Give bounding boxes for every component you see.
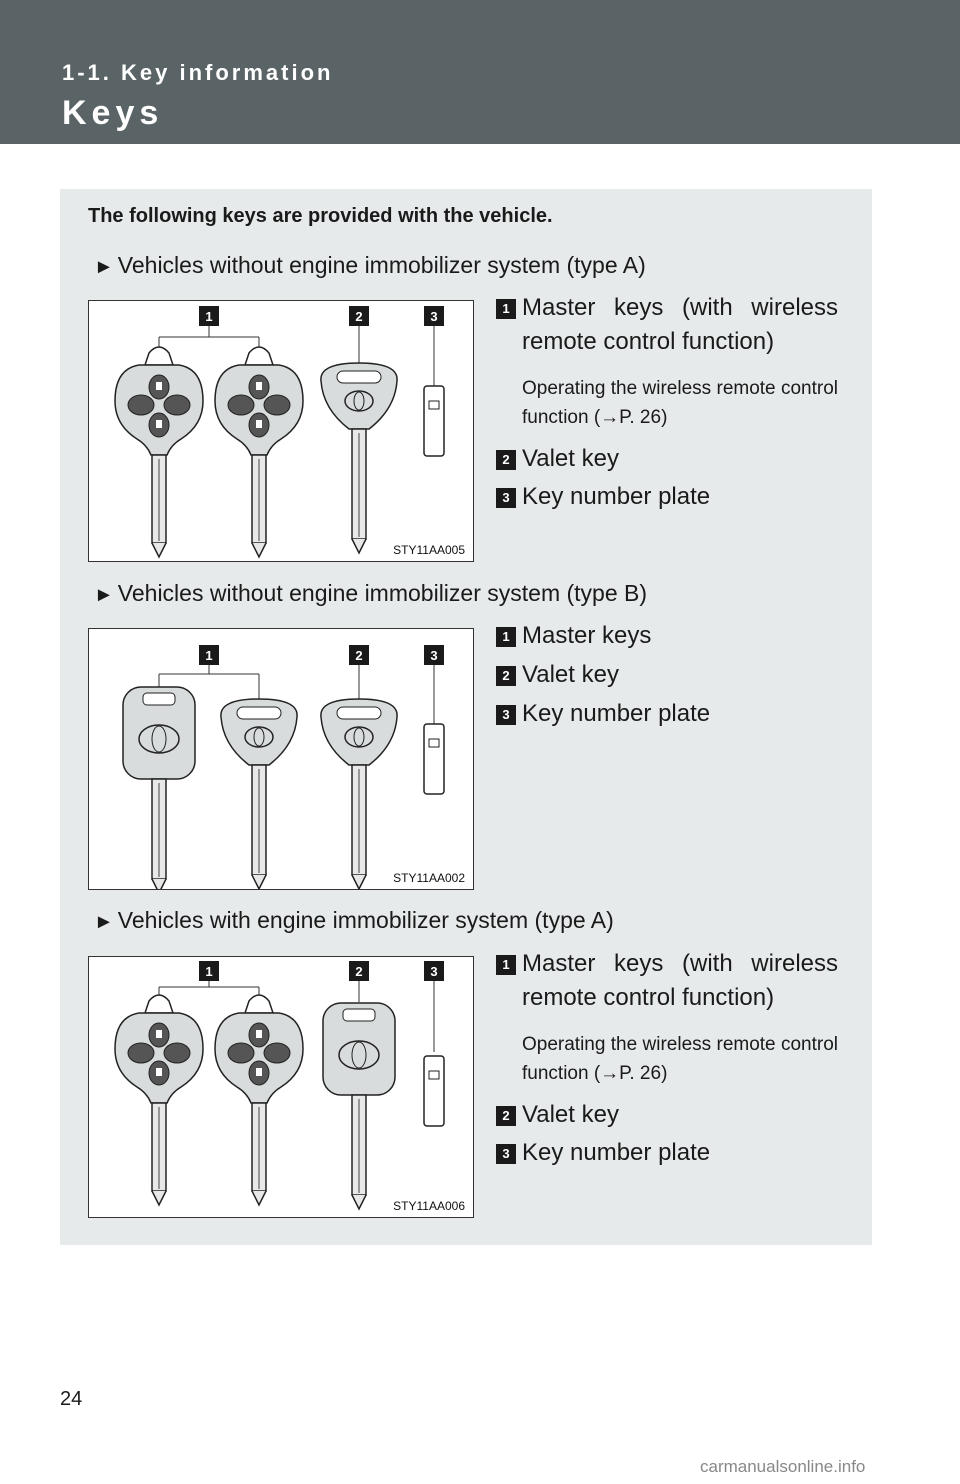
figure-code: STY11AA006 [393,1199,465,1213]
figure-keys-type-a-immobilizer [88,956,474,1218]
legend-label: Master keys (with wireless remote control function) [522,294,838,355]
page-title: Keys [62,94,164,132]
figure-code: STY11AA002 [393,871,465,885]
wireless-note: Operating the wireless remote control function (→P. 26) [522,1034,838,1084]
callout-2: 2 [496,450,516,470]
chapter-header [0,0,960,144]
callout-1: 1 [496,627,516,647]
figure-keys-type-b-no-immobilizer [88,628,474,890]
watermark: carmanualsonline.info [700,1457,866,1476]
triangle-bullet-icon: ► [94,911,114,933]
svg-text:2: 2 [355,964,363,979]
callout-1: 1 [496,955,516,975]
svg-text:3: 3 [430,964,438,979]
variant-heading-1: ► Vehicles without engine immobilizer system (type A) [94,252,646,278]
svg-text:1: 1 [205,309,213,324]
svg-text:1: 1 [205,964,213,979]
svg-text:2: 2 [355,648,363,663]
legend-item-3 [496,697,838,731]
legend-label: Valet key [522,661,619,688]
legend-item-2 [496,442,838,476]
svg-text:1: 1 [205,648,213,663]
legend-label: Key number plate [522,1139,711,1166]
section-label: 1-1. Key information [62,60,334,85]
legend-item-1 [496,947,838,1015]
legend-label: Key number plate [522,700,711,727]
triangle-bullet-icon: ► [94,256,114,278]
legend-item-3 [496,1136,838,1170]
callout-2: 2 [496,1106,516,1126]
legend-item-3 [496,480,838,514]
intro-text: The following keys are provided with the vehicle. [88,205,553,227]
figure-keys-type-a-no-immobilizer [88,300,474,562]
legend-item-1 [496,619,838,653]
triangle-bullet-icon: ► [94,584,114,606]
legend-label: Valet key [522,445,619,472]
wireless-note: Operating the wireless remote control function (→P. 26) [522,378,838,428]
callout-3: 3 [496,488,516,508]
legend-item-2 [496,1098,838,1132]
svg-text:3: 3 [430,648,438,663]
variant-heading-3: ► Vehicles with engine immobilizer system (type A) [94,907,614,933]
variant-heading-2: ► Vehicles without engine immobilizer system (type B) [94,580,648,606]
callout-1: 1 [496,299,516,319]
legend-item-2 [496,658,838,692]
legend-label: Master keys (with wireless remote control function) [522,950,838,1011]
legend-label: Key number plate [522,483,711,510]
figure-code: STY11AA005 [393,543,465,557]
callout-3: 3 [496,1144,516,1164]
callout-2: 2 [496,666,516,686]
legend-label: Master keys [522,622,652,649]
page-number: 24 [60,1388,83,1410]
legend-item-1 [496,291,838,359]
svg-text:2: 2 [355,309,363,324]
legend-label: Valet key [522,1101,619,1128]
svg-text:3: 3 [430,309,438,324]
callout-3: 3 [496,705,516,725]
